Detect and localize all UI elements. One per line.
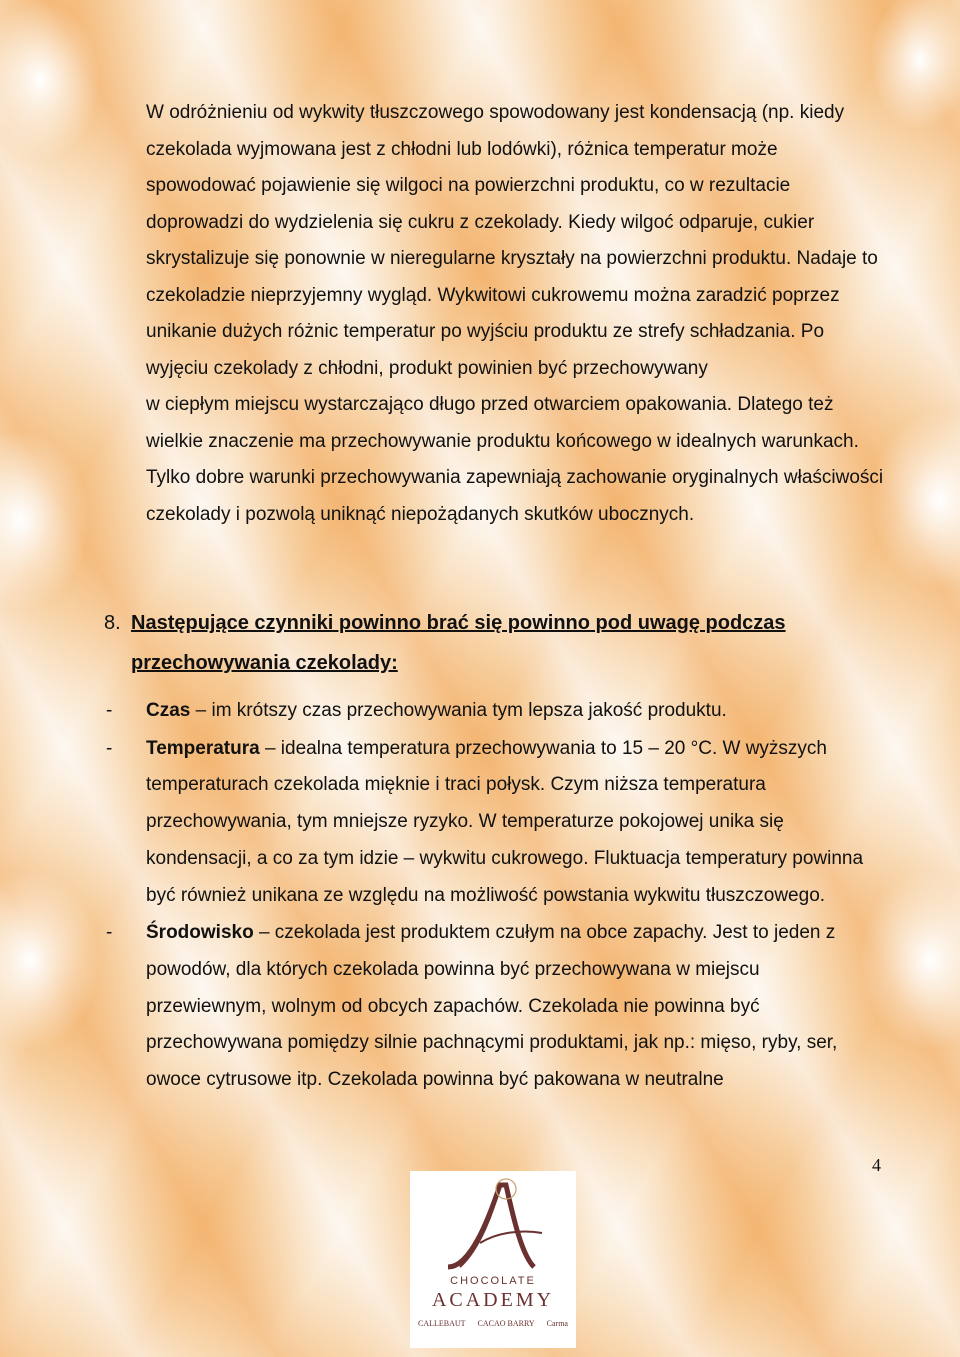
- logo-brands: [418, 1319, 568, 1328]
- brand-callebaut: CALLEBAUT: [418, 1319, 466, 1328]
- logo-line2: ACADEMY: [431, 1289, 555, 1311]
- chocolate-academy-logo: [410, 1171, 576, 1348]
- list-dash: -: [106, 737, 113, 759]
- page-number: 4: [872, 1155, 881, 1175]
- list-term: Temperatura: [146, 737, 260, 759]
- brand-cacao-barry: CACAO BARRY: [477, 1319, 535, 1328]
- list-text: – im krótszy czas przechowywania tym lepsza jakość produktu.: [190, 700, 727, 721]
- body-paragraph: [146, 95, 886, 533]
- list-dash: -: [106, 700, 113, 721]
- paragraph-text: W odróżnieniu od wykwity tłuszczowego spowodowany jest kondensacją (np. kiedy czekolada wyjmowana jest z chłodni lub lodówki), różnica temperatur może spowodować pojawienie się wilgoci na powierzchni produktu, co w rezultacie doprowadzi do wydzielenia się cukru z czekolady. Kiedy wilgoć odparuje, cukier skrystalizuje się ponownie w nieregularne kryształy na powierzchni produktu. Nadaje to czekoladzie nieprzyjemny wygląd. Wykwitowi cukrowemu można zaradzić poprzez unikanie dużych różnic temperatur po wyjściu produktu ze strefy schładzania. Po wyjęciu czekolady z chłodni, produkt powinien być przechowywany: [146, 102, 878, 379]
- list-item: [104, 731, 884, 915]
- storage-factors-list: [104, 693, 884, 1100]
- brand-carma: Carma: [546, 1319, 568, 1328]
- section-heading: [104, 603, 884, 683]
- heading-number: 8.: [104, 612, 121, 634]
- list-text: – czekolada jest produktem czułym na obce zapachy. Jest to jeden z powodów, dla których czekolada powinna być przechowywana w miejscu przewiewnym, wolnym od obcych zapachów. Czekolada nie powinna być przechowywana pomiędzy silnie pachnącymi produktami, jak np.: mięso, ryby, ser, owoce cytrusowe itp. Czekolada powinna być pakowana w neutralne: [146, 922, 838, 1091]
- logo-line1: CHOCOLATE: [450, 1275, 536, 1287]
- academy-a-emblem-icon: [410, 1171, 576, 1281]
- list-term: Środowisko: [146, 922, 254, 944]
- list-dash: -: [106, 922, 113, 944]
- list-term: Czas: [146, 700, 191, 721]
- list-text: – idealna temperatura przechowywania to 15 – 20 °C. W wyższych temperaturach czekolada mięknie i traci połysk. Czym niższa temperatura przechowywania, tym mniejsze ryzyko. W temperaturze pokojowej unika się kondensacji, a co za tym idzie – wykwitu cukrowego. Fluktuacja temperatury powinna być również unikana ze względu na możliwość powstania wykwitu tłuszczowego.: [146, 737, 864, 906]
- list-item: [104, 693, 884, 730]
- paragraph-text-continued: w ciepłym miejscu wystarczająco długo przed otwarciem opakowania. Dlatego też wielkie znaczenie ma przechowywanie produktu końcowego w idealnych warunkach. Tylko dobre warunki przechowywania zapewniają zachowanie oryginalnych właściwości czekolady i pozwolą uniknąć niepożądanych skutków ubocznych.: [146, 394, 884, 525]
- list-item: [104, 915, 884, 1099]
- heading-text: Następujące czynniki powinno brać się powinno pod uwagę podczas przechowywania czekolady:: [131, 612, 786, 674]
